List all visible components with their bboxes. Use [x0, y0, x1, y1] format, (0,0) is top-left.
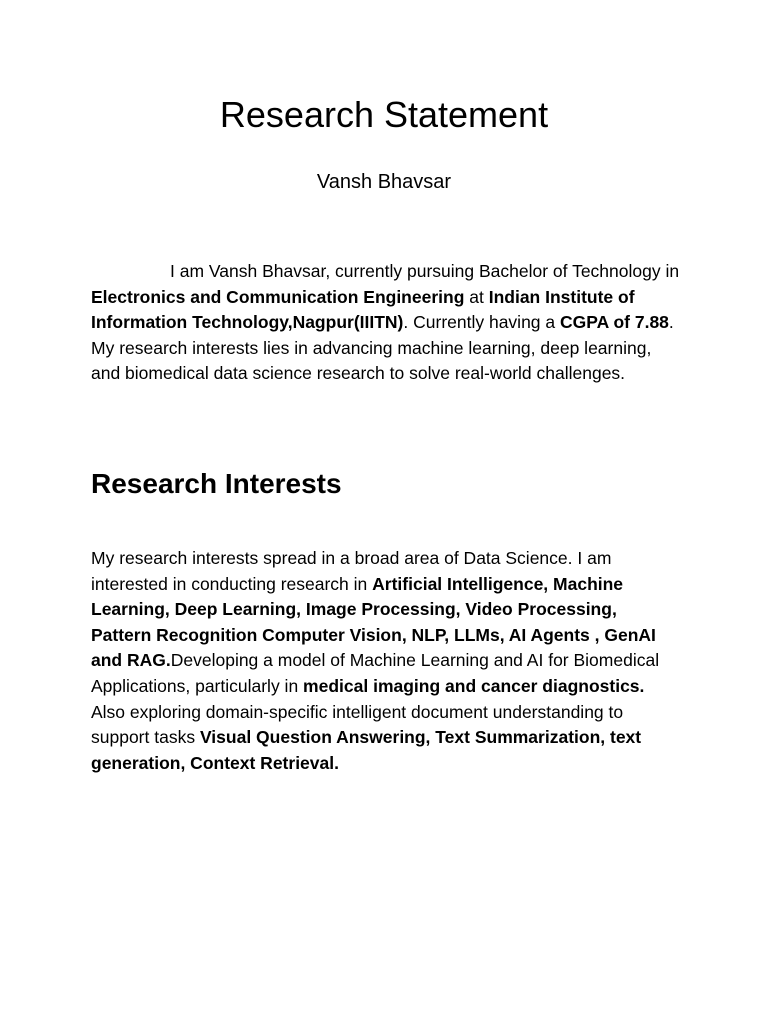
interests-bold-medical: medical imaging and cancer diagnostics. — [303, 675, 645, 696]
interests-text-3: Also exploring domain-specific intelligent document understanding to support tasks — [91, 701, 624, 748]
interests-text-1: My research interests spread in a broad area of Data Science. I am interested in conducting research in — [91, 548, 612, 594]
document-title: Research Statement — [219, 94, 549, 135]
intro-bold-degree: Electronics and Communication Engineering — [91, 286, 465, 307]
intro-paragraph — [91, 259, 681, 387]
intro-text-3: . Currently having a — [403, 312, 560, 333]
intro-bold-institute: Indian Institute of Information Technology,Nagpur(IIITN) — [91, 286, 635, 333]
interests-paragraph — [91, 546, 681, 776]
author-name: Vansh Bhavsar — [316, 171, 452, 193]
interests-bold-tasks: Visual Question Answering, Text Summarization, text generation, Context Retrieval. — [91, 727, 642, 773]
intro-text-4: . My research interests lies in advancing machine learning, deep learning, and biomedical data science research to solve real-world challenges. — [91, 312, 674, 384]
intro-text-2: at — [464, 286, 489, 307]
intro-text-1: I am Vansh Bhavsar, currently pursuing Bachelor of Technology in — [170, 261, 680, 281]
interests-bold-topics: Artificial Intelligence, Machine Learning, Deep Learning, Image Processing, Video Processing, Pattern Recognition Computer Vision, NLP, LLMs, AI Agents , GenAI and RAG. — [91, 573, 656, 671]
intro-bold-cgpa: CGPA of 7.88 — [560, 312, 669, 333]
section-heading-research-interests: Research Interests — [91, 468, 342, 499]
interests-text-2: Developing a model of Machine Learning and AI for Biomedical Applications, particularly in — [91, 650, 660, 696]
